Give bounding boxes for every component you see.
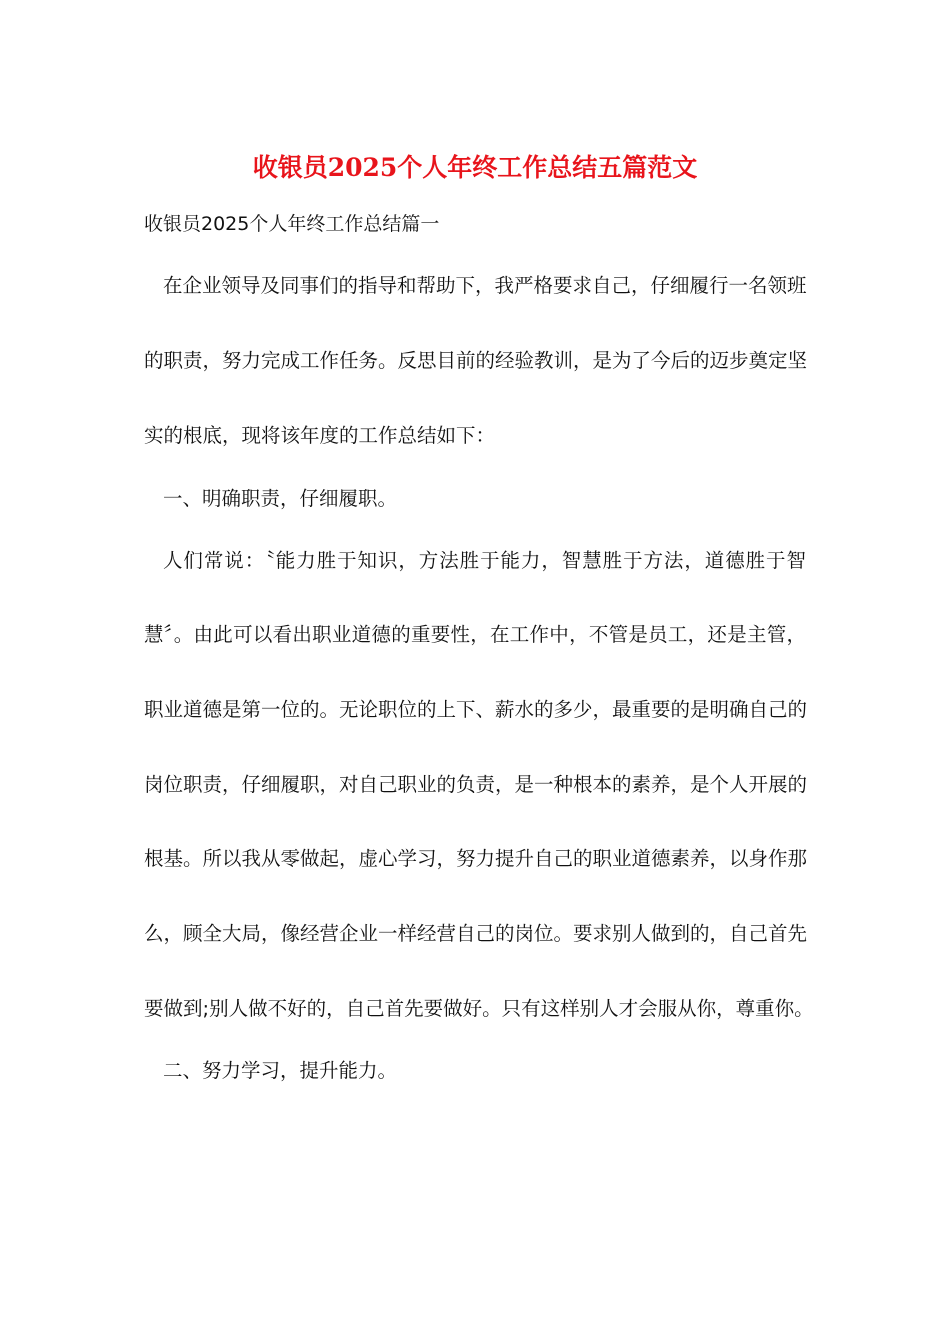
paragraph-line: 实的根底，现将该年度的工作总结如下：	[144, 424, 496, 447]
paragraph-line: 么，顾全大局，像经营企业一样经营自己的岗位。要求别人做到的，自己首先	[144, 922, 808, 945]
document-title: 收银员2025个人年终工作总结五篇范文	[252, 153, 698, 182]
paragraph-line: 在企业领导及同事们的指导和帮助下，我严格要求自己，仔细履行一名领班	[163, 274, 807, 297]
section-heading: 收银员2025个人年终工作总结篇一	[144, 213, 440, 235]
paragraph-line: 职业道德是第一位的。无论职位的上下、薪水的多少，最重要的是明确自己的	[144, 698, 808, 721]
paragraph-line: 岗位职责，仔细履职，对自己职业的负责，是一种根本的素养，是个人开展的	[144, 773, 808, 796]
section-heading-2: 二、努力学习，提升能力。	[163, 1059, 398, 1082]
paragraph-line: 慧〞。由此可以看出职业道德的重要性，在工作中，不管是员工，还是主管，	[144, 623, 806, 646]
paragraph-line: 根基。所以我从零做起，虚心学习，努力提升自己的职业道德素养，以身作那	[144, 847, 808, 870]
section-heading-1: 一、明确职责，仔细履职。	[163, 487, 398, 510]
paragraph-line: 人们常说：〝能力胜于知识，方法胜于能力，智慧胜于方法，道德胜于智	[163, 549, 806, 572]
paragraph-line: 要做到;别人做不好的，自己首先要做好。只有这样别人才会服从你，尊重你。	[144, 997, 814, 1020]
paragraph-line: 的职责，努力完成工作任务。反思目前的经验教训，是为了今后的迈步奠定坚	[144, 349, 808, 372]
